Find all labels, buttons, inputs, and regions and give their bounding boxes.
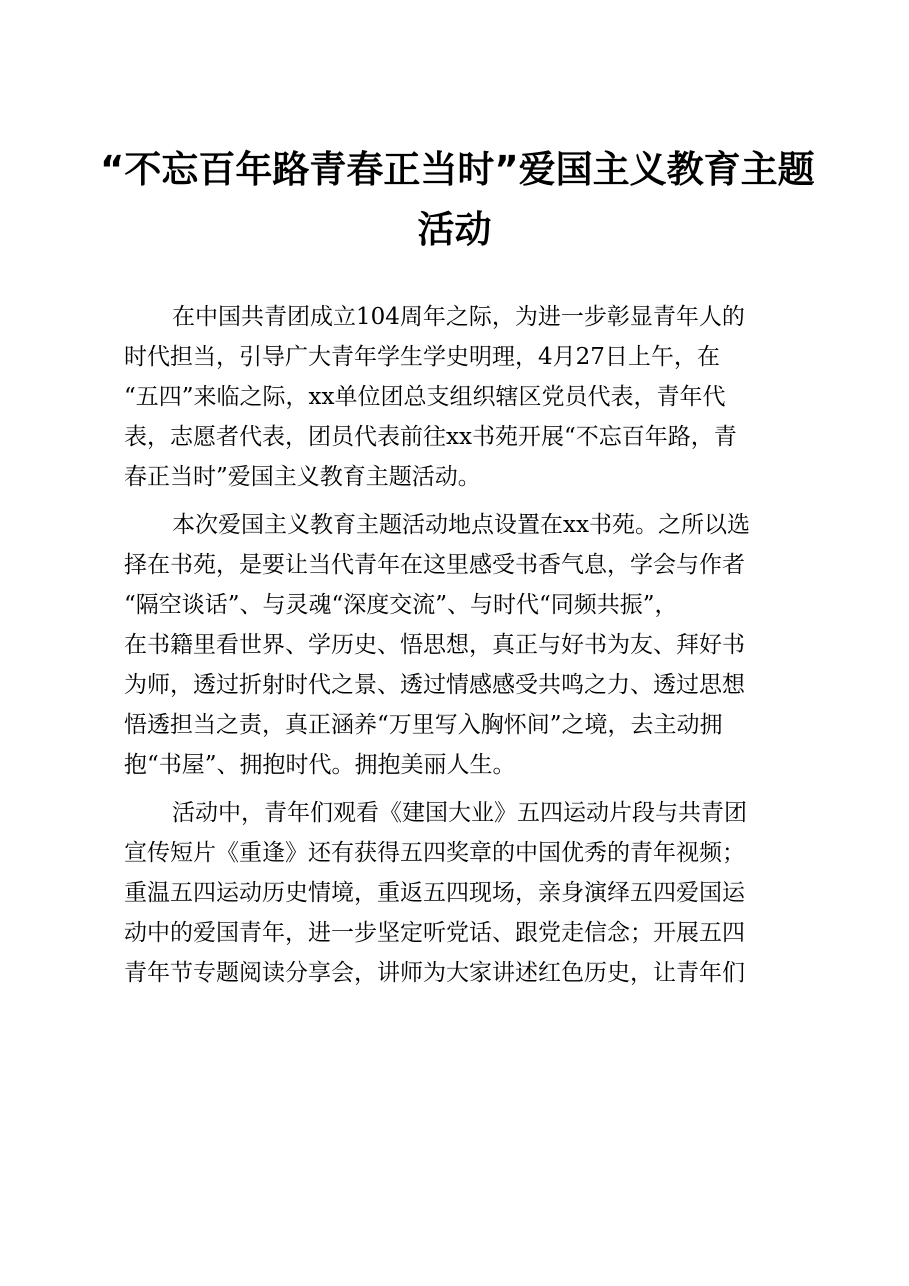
text-line: 表，志愿者代表，团员代表前往xx书苑开展“不忘百年路，青: [124, 424, 737, 450]
text-line: 动中的爱国青年，进一步坚定听党话、跟党走信念；开展五四: [124, 920, 745, 946]
text-line: 活动中，青年们观看《建国大业》五四运动片段与共青团: [172, 800, 747, 826]
paragraph-2: [124, 505, 804, 785]
text-line: 抱“书屋”、拥抱时代。拥抱美丽人生。: [124, 752, 516, 778]
title-line: 活动: [417, 208, 492, 251]
document-title: [100, 140, 815, 260]
text-line: 重温五四运动历史情境，重返五四现场，亲身演绎五四爱国运: [124, 880, 745, 906]
text-line: 为师，透过折射时代之景、透过情感感受共鸣之力、透过思想: [124, 672, 745, 698]
paragraph-3: [124, 793, 804, 993]
text-line: 时代担当，引导广大青年学生学史明理，4月27日上午，在: [124, 344, 720, 370]
document-body: [124, 297, 804, 1001]
text-line: 本次爱国主义教育主题活动地点设置在xx书苑。之所以选: [172, 512, 750, 538]
text-line: 悟透担当之责，真正涵养“万里写入胸怀间”之境，去主动拥: [124, 712, 723, 738]
text-line: 择在书苑，是要让当代青年在这里感受书香气息，学会与作者: [124, 552, 745, 578]
text-line: 春正当时”爱国主义教育主题活动。: [124, 464, 481, 490]
text-line: 青年节专题阅读分享会，讲师为大家讲述红色历史，让青年们: [124, 960, 745, 986]
text-line: 宣传短片《重逢》还有获得五四奖章的中国优秀的青年视频；: [124, 840, 745, 866]
text-line: 在中国共青团成立104周年之际，为进一步彰显青年人的: [172, 304, 745, 330]
text-line: “五四”来临之际，xx单位团总支组织辖区党员代表，青年代: [124, 384, 726, 410]
title-line: “不忘百年路青春正当时”爱国主义教育主题: [100, 148, 815, 191]
text-line: 在书籍里看世界、学历史、悟思想，真正与好书为友、拜好书: [124, 632, 745, 658]
text-line: “隔空谈话”、与灵魂“深度交流”、与时代“同频共振”，: [124, 592, 678, 618]
paragraph-1: [124, 297, 804, 497]
